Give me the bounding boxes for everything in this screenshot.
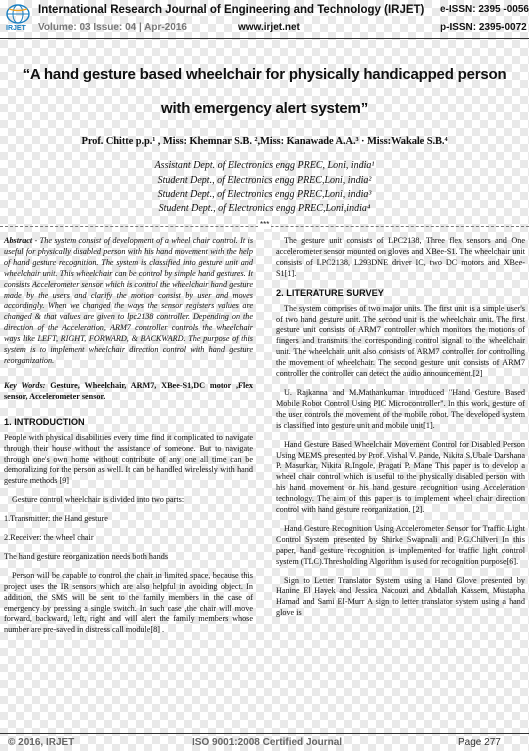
literature-paragraph-4: Hand Gesture Recognition Using Accelerometer Sensor for Traffic Light Control System presented by Shirke Swapnali and P.G.Chilveri In this paper, hand gesture recognition is implemented for traffic light control system (TLC).Thresholding Algorithm is used for recognition purpose[6]. [276,523,525,566]
p-issn: p-ISSN: 2395-0072 [440,22,527,33]
footer-copyright: © 2016, IRJET [8,737,75,748]
affiliation-2: Student Dept., of Electronics engg PREC,Loni, india² [157,175,372,186]
page-footer [0,734,529,751]
paper-title-line-1: “A hand gesture based wheelchair for physically handicapped person [22,66,507,83]
affiliation-1: Assistant Dept. of Electronics engg PREC, Loni, india¹ [154,160,375,171]
affiliation-3: Student Dept., of Electronics engg PREC,Loni, india³ [157,189,372,200]
gesture-unit-paragraph: The gesture unit consists of LPC2138, Three flex sensors and One accelerometer sensor mounted on gloves and XBee-S1. The wheelchair unit consists of LPC2138, L293DNE driver IC, two DC motors and XBee-S1[1]. [276,236,525,278]
logo-label: IRJET [6,25,26,32]
journal-website: www.irjet.net [238,22,300,33]
literature-paragraph-1: The system comprises of two major units. The first unit is a simple user's of two hand gesture unit. The second unit is the wheelchair unit. The first gesture unit consists of ARM7 controller which monitors the motions of fingers and transmits the corresponding control signal to the wheelchair unit. The wheelchair unit also consists of ARM7 controller for controlling the movement of wheelchair. The second gesture unit consists of ARM7 controller the controller can detect the audio announcement.[2] [276,303,525,379]
divider-stars: *** [260,220,270,229]
logo-globe-icon [4,3,32,27]
keywords-heading: Key Words: [4,380,46,390]
abstract-text: The system consist of development of a wheel chair control. It is useful for physically disabled person with his hand movement with the help of hand gesture recognition. The system is classified into gesture unit and wheelchair unit. This wheelchair can be control by simple hand gestures. It consists Accelerometer sensor which is control the wheelchair hand gesture made by the users and clarify the motion consist by user and moves accordingly. When we changed the ways the sensor registers values are changed & that values are given to lpc2138 controller. Depending on the direction of the Acceleration, ARM7 controller controls the wheelchair ways like LEFT, RIGHT, FORWARD, & BACKWARD. The purpose of this system is to implement wheelchair direction control with hand gesture reorganization. [4,236,254,365]
e-issn: e-ISSN: 2395 -0056 [440,4,529,15]
intro-heading: 1. INTRODUCTION [4,416,85,427]
header-rule [0,38,529,39]
footer-page-number: Page 277 [458,737,501,748]
literature-paragraph-2: U. Rajkanna and M.Mathankumar introduced "Hand Gesture Based Mobile Robot Control Using PIC Microcontroller". In this work, gesture of the user controls the movement of the mobile robot. The developed system is classified into gesture unit and mobile unit[1]. [276,387,525,430]
abstract-heading: Abstract - [4,236,38,245]
paper-title-line-2: with emergency alert system” [161,100,368,117]
intro-paragraph-4: Person will be capable to control the chair in limited space, because this project uses the IR sensors which are also helpful in avoiding object. In addition, the SMS will be sent to the family members in the case of emergency by pressing a single switch. In such case ,the chair will move forward, backward, left, right and will alert the family members whose number are pre-saved in distress call module[8] . [4,570,253,635]
intro-paragraph-2: Gesture control wheelchair is divided into two parts: [12,495,185,505]
intro-list-item-1: 1.Transmitter: the Hand gesture [4,514,108,524]
author-list: Prof. Chitte p.p.¹ , Miss: Khemnar S.B. ²,Miss: Kanawade A.A.³ · Miss:Wakale S.B.⁴ [81,136,448,147]
footer-iso: ISO 9001:2008 Certified Journal [192,737,343,748]
journal-name: International Research Journal of Engineering and Technology (IRJET) [38,4,425,16]
literature-paragraph-5: Sign to Letter Translator System using a Hand Glove presented by Hanine El Hayek and Jessica Nacouzi and Abdallah Kassem, Mustapha Hamad and Sami El-Murr A sign to letter translator system using a hand glove is [276,575,525,618]
keywords-text: Gesture, Wheelchair, ARM7, XBee-S1,DC motor ,Flex sensor, Accelerometer sensor. [4,380,253,401]
left-column [4,236,253,644]
right-column [276,236,525,627]
intro-paragraph-3: The hand gesture reorganization needs both hands [4,551,169,561]
keywords [4,381,253,403]
page-header [0,0,529,40]
abstract [4,236,253,367]
intro-paragraph-1: People with physical disabilities every time find it complicated to navigate through their house without the assistance of someone. But to navigate through one's own home without contribute of any one all time can be demoralizing for the person as well. It can be handled wirelessly with hand gesture methods [9] [4,432,253,486]
journal-logo [4,3,32,35]
literature-survey-heading: 2. LITERATURE SURVEY [276,287,384,298]
literature-paragraph-3: Hand Gesture Based Wheelchair Movement Control for Disabled Person Using MEMS presented by Prof. Vishal V. Pande, Nikita S.Ubale Darshana P. Masurkar, Nikita R.Ingole, Pragati P. Mane This paper is to develop a wheel chair control which is useful to the physically disabled person with his hand movement or his hand gesture recognition using Acceleration technology. The aim of this paper is to implement wheel chair direction control with hand gesture reorganization. [2]. [276,439,525,515]
volume-issue: Volume: 03 Issue: 04 | Apr-2016 [38,22,187,33]
affiliation-4: Student Dept., of Electronics engg PREC,Loni,india⁴ [158,203,371,214]
intro-list-item-2: 2.Receiver: the wheel chair [4,533,94,543]
